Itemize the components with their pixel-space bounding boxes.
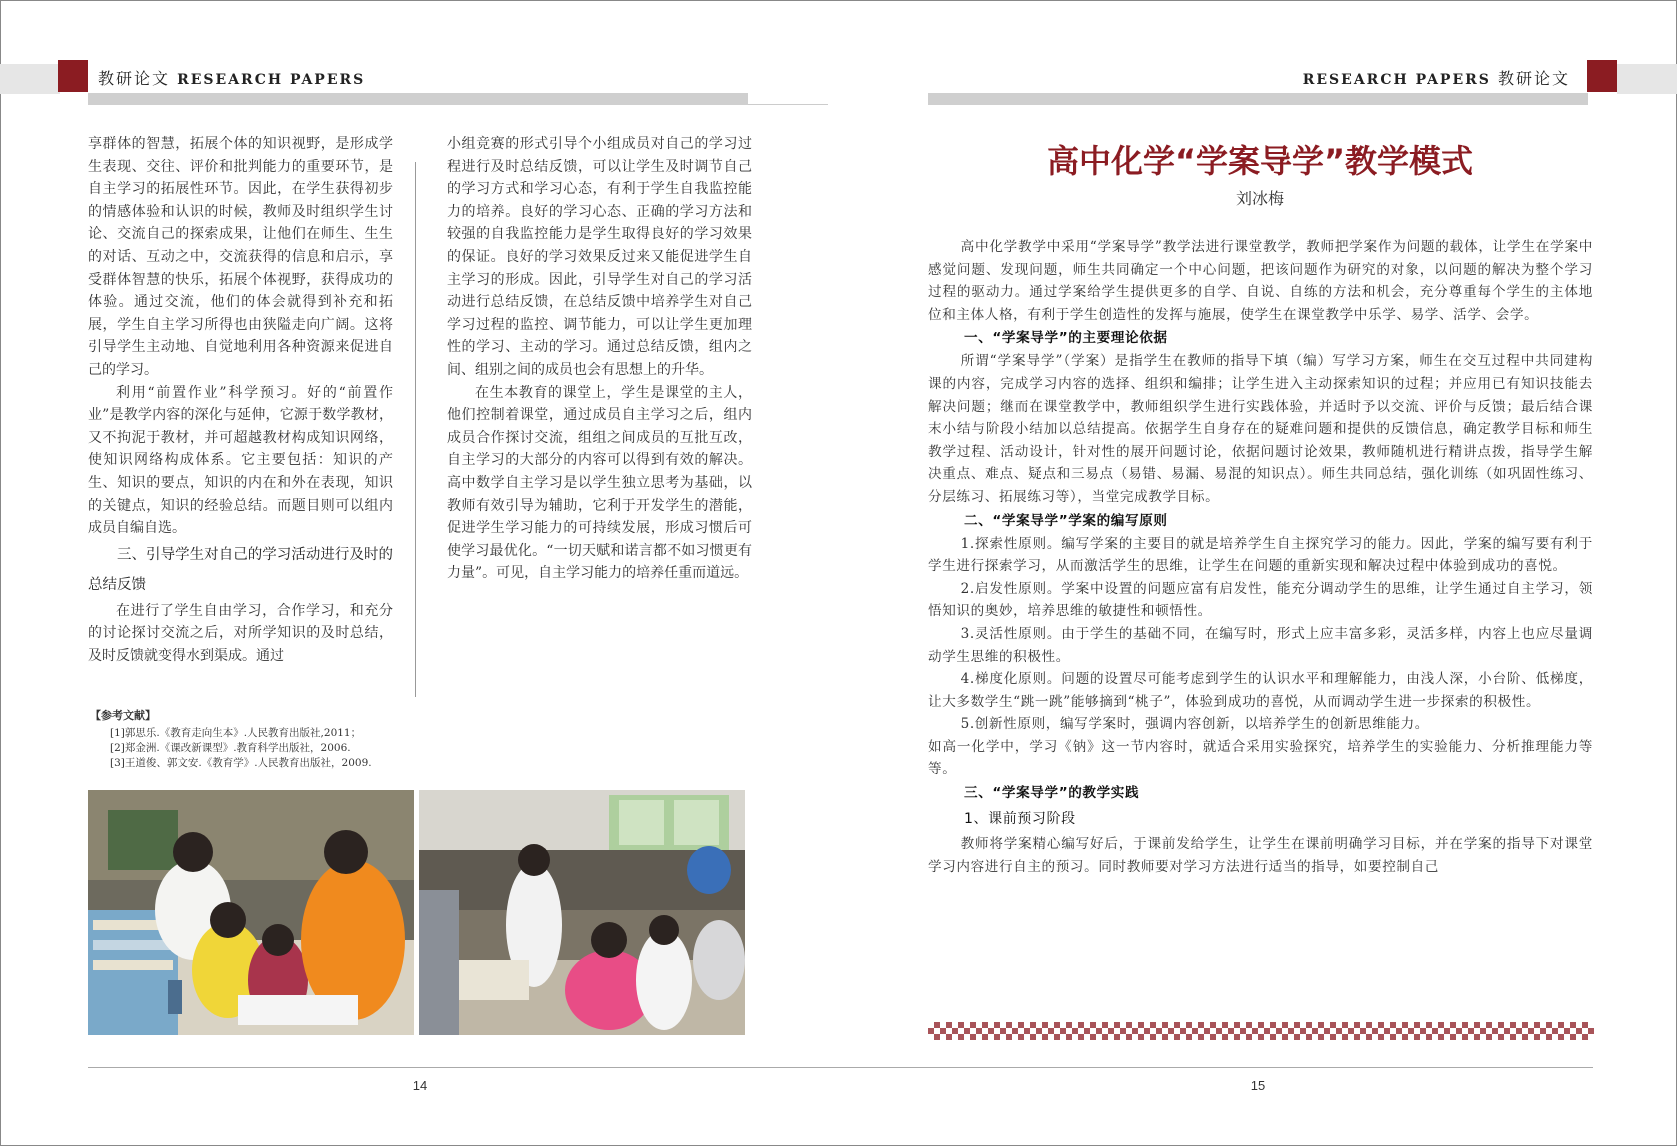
paragraph: 利用“前置作业”科学预习。好的“前置作业”是教学内容的深化与延伸，它源于数学教材，又不拘泥于教材，并可超越教材构成知识网络，使知识网络构成体系。它主要包括：知识的产生、知识的要点，知识的内在和外在表现，知识的关键点，知识的经验总结。而题目则可以组内成员自编自选。 bbox=[88, 384, 393, 537]
principle-item: 3.灵活性原则。由于学生的基础不同，在编写时，形式上应丰富多彩，灵活多样，内容上也应尽量调动学生思维的积极性。 bbox=[928, 625, 1593, 665]
header-rule-right bbox=[928, 93, 1588, 105]
article-author: 刘冰梅 bbox=[1235, 189, 1284, 208]
classroom-photo-1 bbox=[88, 790, 414, 1035]
section-heading-2: 二、“学案导学”学案的编写原则 bbox=[964, 512, 1168, 529]
header-band-right-edge bbox=[1617, 64, 1677, 94]
header-right-cn: 教研论文 bbox=[1497, 69, 1570, 88]
reference-item: [1]郭思乐.《教育走向生本》.人民教育出版社,2011； bbox=[110, 727, 362, 739]
page-number-left: 14 bbox=[412, 1078, 428, 1093]
left-column-1 bbox=[88, 133, 393, 667]
decorative-checker-strip bbox=[928, 1022, 1594, 1040]
intro-paragraph: 高中化学教学中采用“学案导学”教学法进行课堂教学，教师把学案作为问题的载体，让学生在学案中感觉问题、发现问题，师生共同确定一个中心问题，把该问题作为研究的对象，以问题的解决为整个学习过程的驱动力。通过学案给学生提供更多的自学、自说、自练的方法和机会，充分尊重每个学生的主体地位和主体人格，有利于学生创造性的发挥与施展，使学生在课堂教学中乐学、易学、活学、会学。 bbox=[928, 239, 1593, 323]
right-column bbox=[928, 236, 1593, 878]
footer-rule bbox=[88, 1067, 1593, 1068]
header-right bbox=[1303, 66, 1570, 89]
subsection-heading: 1、课前预习阶段 bbox=[964, 811, 1076, 828]
left-column-2 bbox=[447, 133, 752, 585]
principle-item: 4.梯度化原则。问题的设置尽可能考虑到学生的认识水平和理解能力，由浅人深，小台阶、低梯度，让大多数学生“跳一跳”能够摘到“桃子”，体验到成功的喜悦，从而调动学生进一步探索的积极性。 bbox=[928, 671, 1593, 710]
references-title: 【参考文献】 bbox=[90, 709, 156, 722]
section-heading-1: 一、“学案导学”的主要理论依据 bbox=[964, 330, 1168, 347]
paragraph: 享群体的智慧，拓展个体的知识视野，是形成学生表现、交往、评价和批判能力的重要环节，是自主学习的拓展性环节。因此，在学生获得初步的情感体验和认识的时候，教师及时组织学生讨论、交流自己的探索成果，让他们在师生、生生的对话、互动之中，交流获得的信息和启示，享受群体智慧的快乐，拓展个体视野，获得成功的体验。通过交流，他们的体会就得到补充和拓展，学生自主学习所得也由狭隘走向广阔。这将引导学生主动地、自觉地利用各种资源来促进自己的学习。 bbox=[88, 136, 393, 378]
header-red-block-left bbox=[58, 60, 88, 92]
header-rule-left bbox=[88, 93, 748, 105]
header-hairline-left bbox=[748, 104, 828, 105]
principle-item: 1.探索性原则。编写学案的主要目的就是培养学生自主探究学习的能力。因此，学案的编写要有利于学生进行探索学习，从而激活学生的思维，让学生在问题的重新实现和解决过程中体验到成功的喜悦。 bbox=[928, 535, 1593, 575]
classroom-photo-2 bbox=[419, 790, 745, 1035]
reference-item: [2]郑金洲.《课改新课型》.教育科学出版社，2006. bbox=[110, 742, 351, 754]
paragraph: 所谓“学案导学”（学案）是指学生在教师的指导下填（编）写学习方案，师生在交互过程中共同建构课的内容，完成学习内容的选择、组织和编排；让学生进入主动探索知识的过程；并应用已有知识技能去解决问题；继而在课堂教学中，教师组织学生进行实践体验，并适时予以交流、评价与反馈；最后结合课末小结与阶段小结加以总结提高。依据学生自身存在的疑难问题和提供的反馈信息，确定教学目标和师生教学过程、活动设计，针对性的展开问题讨论，依据问题讨论效果，教师随机进行精讲点拨，指导学生解决重点、难点、疑点和三易点（易错、易漏、易混的知识点）。师生共同总结，强化训练（如巩固性练习、分层练习、拓展练习等），当堂完成教学目标。 bbox=[928, 353, 1593, 505]
paragraph: 教师将学案精心编写好后，于课前发给学生，让学生在课前明确学习目标，并在学案的指导下对课堂学习内容进行自主的预习。同时教师要对学习方法进行适当的指导，如要控制自己 bbox=[928, 836, 1593, 875]
header-left-en: RESEARCH PAPERS bbox=[177, 72, 366, 88]
section-heading: 三、引导学生对自己的学习活动进行及时的总结反馈 bbox=[88, 546, 393, 593]
paragraph: 在进行了学生自由学习，合作学习，和充分的讨论探讨交流之后，对所学知识的及时总结，及时反馈就变得水到渠成。通过 bbox=[88, 602, 393, 664]
reference-item: [3]王道俊、郭文安.《教育学》.人民教育出版社，2009. bbox=[110, 757, 372, 769]
header-band-left-edge bbox=[0, 64, 60, 94]
references bbox=[90, 706, 410, 771]
paragraph: 小组竞赛的形式引导个小组成员对自己的学习过程进行及时总结反馈，可以让学生及时调节自己的学习方式和学习心态，有利于学生自我监控能力的培养。良好的学习心态、正确的学习方法和较强的自我监控能力是学生取得良好的学习效果的保证。良好的学习效果反过来又能促进学生自主学习的形成。因此，引导学生对自己的学习活动进行总结反馈，在总结反馈中培养学生对自己学习过程的监控、调节能力，可以让学生更加理性的学习、主动的学习。通过总结反馈，组内之间、组别之间的成员也会有思想上的升华。 bbox=[447, 136, 752, 378]
header-left-cn: 教研论文 bbox=[98, 69, 171, 88]
section-heading-3: 三、“学案导学”的教学实践 bbox=[964, 785, 1140, 802]
principle-item: 2.启发性原则。学案中设置的问题应富有启发性，能充分调动学生的思维，让学生通过自主学习，领悟知识的奥妙，培养思维的敏捷性和顿悟性。 bbox=[928, 580, 1593, 620]
article-title: 高中化学“学案导学”教学模式 bbox=[1046, 142, 1474, 180]
paragraph: 在生本教育的课堂上，学生是课堂的主人，他们控制着课堂，通过成员自主学习之后，组内成员合作探讨交流，组组之间成员的互批互改，自主学习的大部分的内容可以得到有效的解决。高中数学自主学习是以学生独立思考为基础，以教师有效引导为辅助，它利于开发学生的潜能，促进学生学习能力的可持续发展，形成习惯后可使学习最优化。“一切天赋和诺言都不如习惯更有力量”。可见，自主学习能力的培养任重而道远。 bbox=[447, 384, 752, 582]
header-red-block-right bbox=[1587, 60, 1617, 92]
column-divider bbox=[415, 162, 416, 697]
paragraph: 如高一化学中，学习《钠》这一节内容时，就适合采用实验探究，培养学生的实验能力、分析推理能力等等。 bbox=[928, 738, 1593, 778]
principle-item: 5.创新性原则，编写学案时，强调内容创新，以培养学生的创新思维能力。 bbox=[960, 716, 1429, 733]
header-left bbox=[98, 66, 365, 89]
page-number-right: 15 bbox=[1250, 1078, 1266, 1093]
header-right-en: RESEARCH PAPERS bbox=[1302, 72, 1491, 88]
